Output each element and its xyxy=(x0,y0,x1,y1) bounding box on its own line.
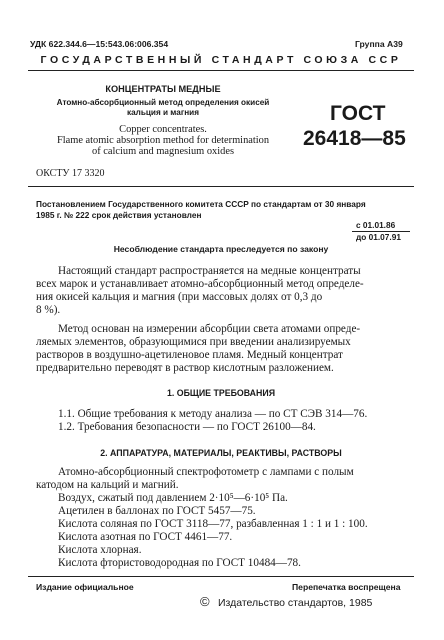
title-en-line-1: Copper concentrates. xyxy=(119,124,207,135)
document-title: КОНЦЕНТРАТЫ МЕДНЫЕ xyxy=(105,84,221,94)
section-1-heading: 1. ОБЩИЕ ТРЕБОВАНИЯ xyxy=(166,388,276,398)
material-line-3: Воздух, сжатый под давлением 2·10⁵—6·10⁵ Па. xyxy=(58,492,288,504)
group-label: Группа А39 xyxy=(355,39,403,49)
validity-to: до 01.07.91 xyxy=(356,232,401,242)
material-line-1: Атомно-абсорбционный спектрофотометр с лампами с полым xyxy=(58,466,354,478)
title-ru-line-2: кальция и магния xyxy=(127,108,199,117)
copyright-symbol: © xyxy=(200,594,210,609)
method-line-2: ляемых элементов, образующимися при введении анализируемых xyxy=(36,336,351,348)
title-en-line-2: Flame atomic absorption method for determination xyxy=(56,135,270,146)
law-warning: Несоблюдение стандарта преследуется по закону xyxy=(113,244,329,254)
validity-from: с 01.01.86 xyxy=(356,220,396,230)
gost-number: 26418—85 xyxy=(303,127,406,150)
method-line-4: предварительно переводят в раствор кислотным разложением. xyxy=(36,362,334,374)
intro-line-4: 8 %). xyxy=(36,304,61,316)
method-line-3: растворов в воздушно-ацетиленовое пламя. Медный концентрат xyxy=(36,349,343,361)
okstu-code: ОКСТУ 17 3320 xyxy=(36,168,105,179)
section-2-heading: 2. АППАРАТУРА, МАТЕРИАЛЫ, РЕАКТИВЫ, РАСТВОРЫ xyxy=(100,448,342,458)
material-line-6: Кислота азотная по ГОСТ 4461—77. xyxy=(58,531,233,543)
official-edition-label: Издание официальное xyxy=(36,582,134,592)
reprint-prohibited-label: Перепечатка воспрещена xyxy=(292,582,401,592)
title-rule xyxy=(28,186,414,187)
material-line-2: катодом на кальций и магний. xyxy=(36,479,179,491)
top-rule xyxy=(28,70,414,71)
intro-line-1: Настоящий стандарт распространяется на медные концентраты xyxy=(58,265,361,277)
material-line-4: Ацетилен в баллонах по ГОСТ 5457—75. xyxy=(58,505,256,517)
footer-rule xyxy=(28,576,414,577)
intro-line-3: ния окисей кальция и магния (при массовых долях от 0,3 до xyxy=(36,291,323,303)
gost-label: ГОСТ xyxy=(330,102,386,125)
title-ru-line-1: Атомно-абсорбционный метод определения окисей xyxy=(56,98,270,107)
publisher-label: Издательство стандартов, 1985 xyxy=(218,597,373,609)
title-en-line-3: of calcium and magnesium oxides xyxy=(92,146,234,157)
method-line-1: Метод основан на измерении абсорбции света атомами опреде- xyxy=(58,323,361,335)
udk-code: УДК 622.344.6—15:543.06:006.354 xyxy=(30,39,169,49)
decree-line-2: 1985 г. № 222 срок действия установлен xyxy=(36,210,202,220)
decree-line-1: Постановлением Государственного комитета СССР по стандартам от 30 января xyxy=(36,199,366,209)
requirement-1-1: 1.1. Общие требования к методу анализа — по СТ СЭВ 314—76. xyxy=(58,408,368,420)
state-standard-banner: ГОСУДАРСТВЕННЫЙ СТАНДАРТ СОЮЗА ССР xyxy=(40,54,402,66)
requirement-1-2: 1.2. Требования безопасности — по ГОСТ 26100—84. xyxy=(58,421,316,433)
material-line-7: Кислота хлорная. xyxy=(58,544,142,556)
intro-line-2: всех марок и устанавливает атомно-абсорбционный метод определе- xyxy=(36,278,364,290)
material-line-8: Кислота фтористоводородная по ГОСТ 10484—78. xyxy=(58,557,301,569)
material-line-5: Кислота соляная по ГОСТ 3118—77, разбавленная 1 : 1 и 1 : 100. xyxy=(58,518,368,530)
